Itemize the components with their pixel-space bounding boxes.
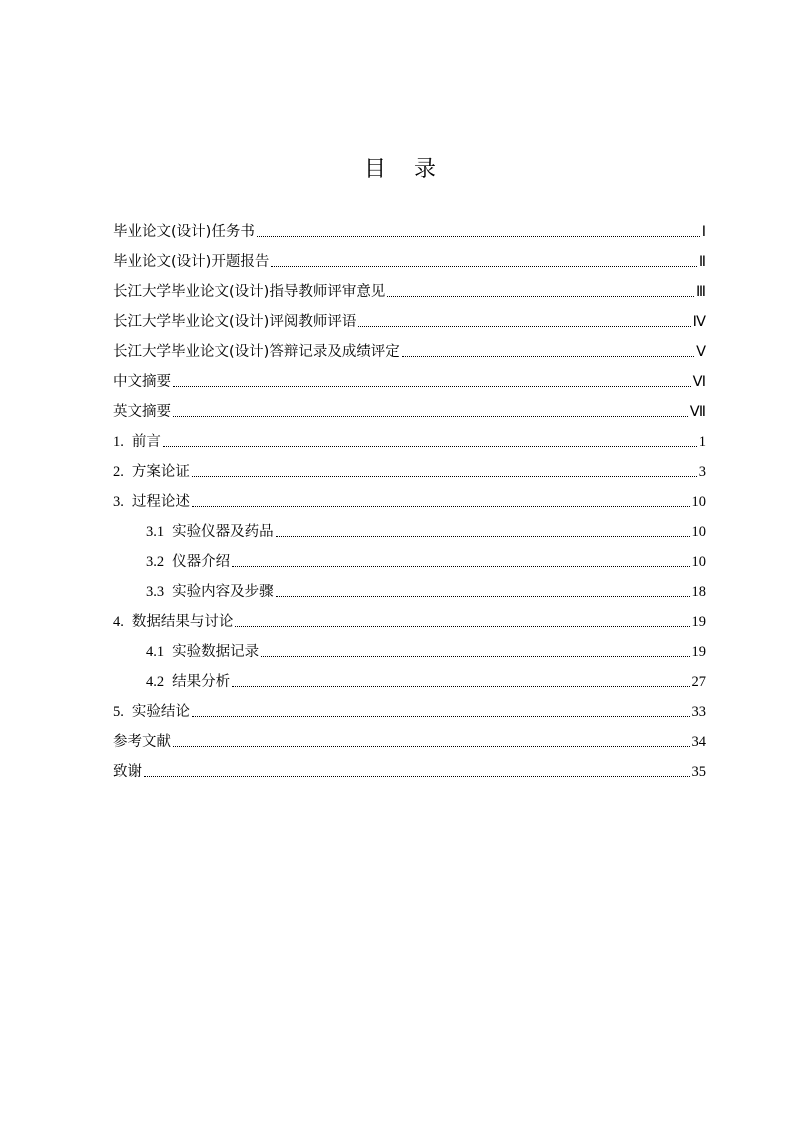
toc-entry-number: 3.1 <box>146 524 165 540</box>
toc-entry-text: 致谢 <box>113 764 142 780</box>
toc-entry[interactable] <box>113 392 706 422</box>
toc-page-number: Ⅶ <box>689 404 706 420</box>
toc-entry-text: 前言 <box>131 434 161 450</box>
toc-page-number: 10 <box>691 494 706 510</box>
toc-page-number: 33 <box>691 704 706 720</box>
toc-entry-text: 数据结果与讨论 <box>131 614 234 630</box>
dot-leader <box>358 325 690 327</box>
toc-title <box>0 152 800 183</box>
toc-entry-number: 4.1 <box>146 644 165 660</box>
toc-subentry[interactable] <box>113 662 706 692</box>
toc-page-number: 18 <box>691 584 706 600</box>
toc-entry[interactable] <box>113 752 706 782</box>
toc-entry-text: 实验仪器及药品 <box>172 524 274 540</box>
toc-page-number: 1 <box>698 434 706 450</box>
toc-entry[interactable] <box>113 212 706 242</box>
toc-entry-number: 4.2 <box>146 674 165 690</box>
toc-entry[interactable] <box>113 482 706 512</box>
toc-entry-text: 中文摘要 <box>113 374 171 390</box>
toc-entry[interactable] <box>113 302 706 332</box>
table-of-contents <box>113 212 706 782</box>
toc-subentry[interactable] <box>113 512 706 542</box>
toc-entry[interactable] <box>113 692 706 722</box>
toc-subentry[interactable] <box>113 572 706 602</box>
toc-page-number: 35 <box>691 764 706 780</box>
dot-leader <box>271 265 697 267</box>
toc-entry-number: 1. <box>113 434 124 450</box>
toc-entry-text: 参考文献 <box>113 734 171 750</box>
dot-leader <box>192 715 690 717</box>
toc-entry-text: 长江大学毕业论文(设计)评阅教师评语 <box>113 314 357 330</box>
dot-leader <box>232 685 689 687</box>
toc-entry[interactable] <box>113 722 706 752</box>
toc-entry-number: 3.3 <box>146 584 165 600</box>
toc-page-number: 10 <box>691 554 706 570</box>
toc-page-number: 3 <box>698 464 706 480</box>
toc-page-number: 19 <box>691 644 706 660</box>
toc-entry-text: 结果分析 <box>172 674 231 690</box>
dot-leader <box>173 415 688 417</box>
toc-entry[interactable] <box>113 422 706 452</box>
toc-entry-number: 4. <box>113 614 124 630</box>
dot-leader <box>261 655 689 657</box>
toc-title-char: 录 <box>414 157 437 182</box>
toc-entry-text: 长江大学毕业论文(设计)指导教师评审意见 <box>113 284 386 300</box>
dot-leader <box>173 385 691 387</box>
toc-page-number: Ⅰ <box>701 224 706 240</box>
toc-entry-number: 5. <box>113 704 124 720</box>
dot-leader <box>276 535 690 537</box>
toc-page-number: 10 <box>691 524 706 540</box>
dot-leader <box>276 595 690 597</box>
toc-page-number: 27 <box>691 674 706 690</box>
toc-entry[interactable] <box>113 362 706 392</box>
dot-leader <box>387 295 694 297</box>
toc-entry-text: 英文摘要 <box>113 404 171 420</box>
toc-entry-number: 3.2 <box>146 554 165 570</box>
dot-leader <box>402 355 694 357</box>
toc-subentry[interactable] <box>113 542 706 572</box>
toc-entry-text: 长江大学毕业论文(设计)答辩记录及成绩评定 <box>113 344 400 360</box>
dot-leader <box>257 235 700 237</box>
dot-leader <box>173 745 690 747</box>
dot-leader <box>232 565 689 567</box>
toc-entry-text: 毕业论文(设计)任务书 <box>113 224 255 240</box>
dot-leader <box>144 775 690 777</box>
toc-entry-text: 毕业论文(设计)开题报告 <box>113 254 270 270</box>
toc-page-number: 19 <box>691 614 706 630</box>
toc-page-number: Ⅵ <box>692 374 706 390</box>
toc-entry[interactable] <box>113 452 706 482</box>
toc-subentry[interactable] <box>113 632 706 662</box>
toc-page-number: Ⅴ <box>696 344 706 360</box>
toc-entry[interactable] <box>113 272 706 302</box>
toc-entry-text: 实验内容及步骤 <box>172 584 274 600</box>
toc-entry-text: 仪器介绍 <box>172 554 231 570</box>
dot-leader <box>192 505 690 507</box>
toc-page-number: Ⅱ <box>698 254 706 270</box>
toc-entry[interactable] <box>113 332 706 362</box>
toc-entry-number: 3. <box>113 494 124 510</box>
toc-page-number: 34 <box>691 734 706 750</box>
toc-entry-text: 过程论述 <box>131 494 190 510</box>
toc-entry-text: 方案论证 <box>131 464 190 480</box>
dot-leader <box>235 625 689 627</box>
toc-entry[interactable] <box>113 602 706 632</box>
toc-entry[interactable] <box>113 242 706 272</box>
toc-page-number: Ⅲ <box>696 284 706 300</box>
dot-leader <box>163 445 697 447</box>
toc-page-number: Ⅳ <box>692 314 706 330</box>
toc-entry-text: 实验结论 <box>131 704 190 720</box>
toc-entry-text: 实验数据记录 <box>172 644 260 660</box>
toc-entry-number: 2. <box>113 464 124 480</box>
dot-leader <box>192 475 697 477</box>
toc-title-char: 目 <box>363 157 386 182</box>
